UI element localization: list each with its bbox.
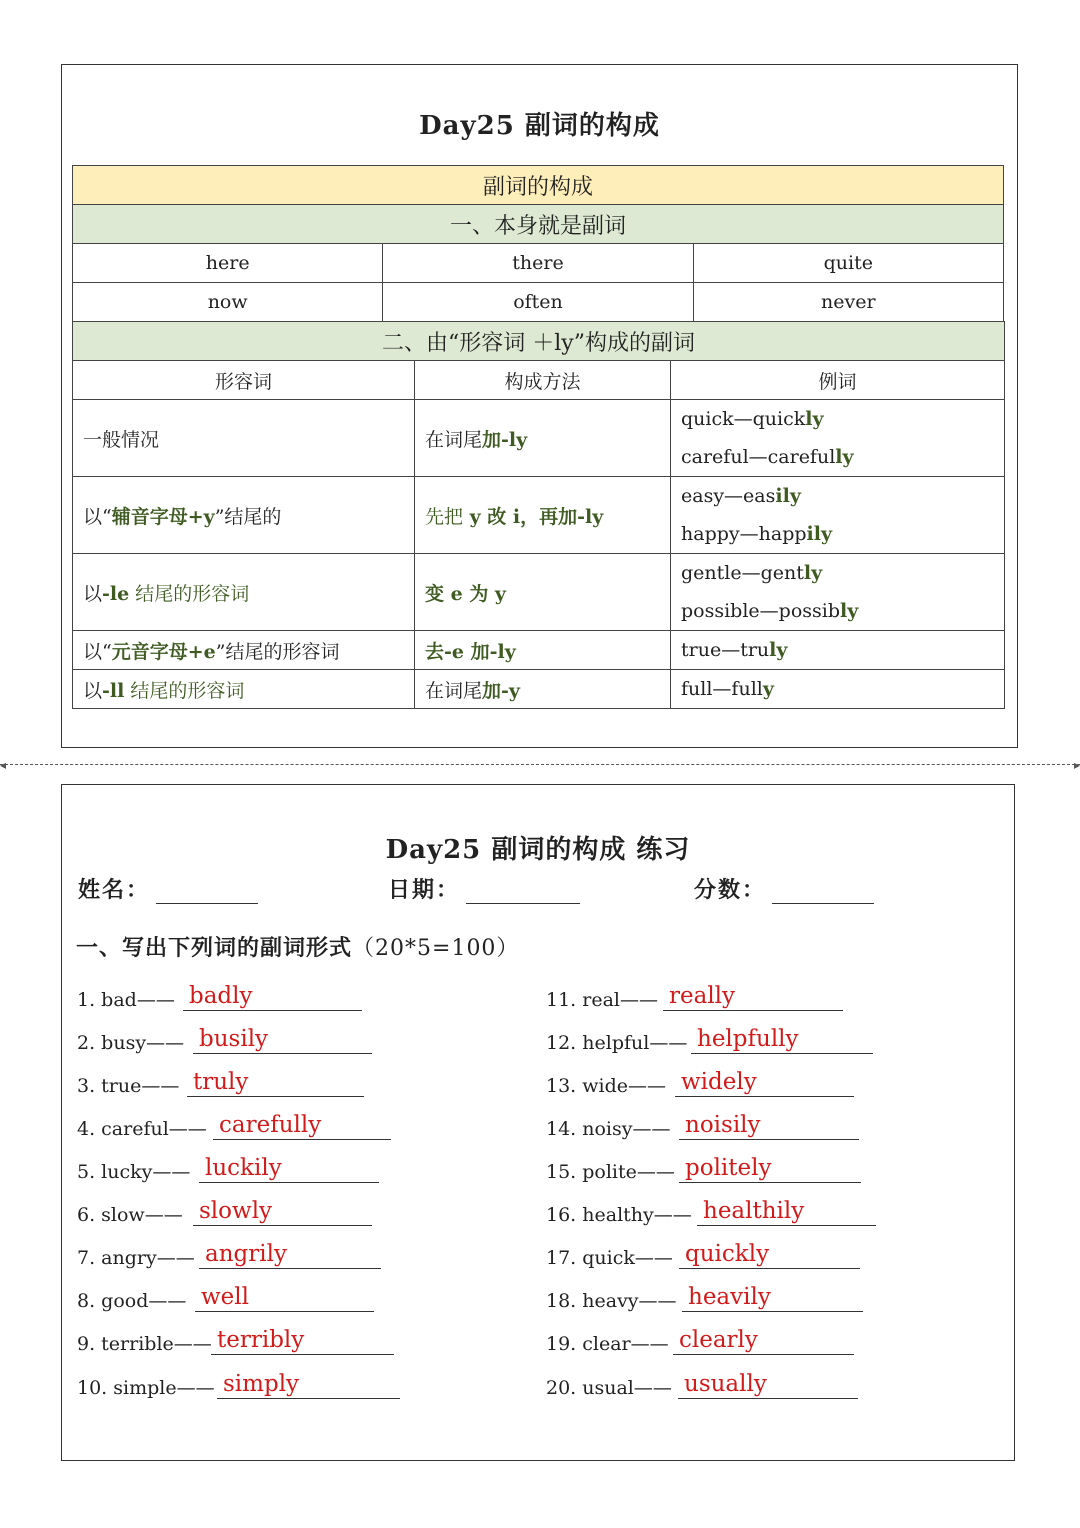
word-cell: there — [383, 244, 693, 283]
name-field-group — [78, 873, 258, 904]
question-word: 6. slow—— — [77, 1204, 183, 1226]
section1-title: 一、本身就是副词 — [73, 205, 1004, 244]
answer-field[interactable]: noisily — [679, 1112, 859, 1140]
word-cell: never — [693, 283, 1003, 322]
exercise-item — [546, 1026, 873, 1056]
exercise-item — [77, 1198, 372, 1228]
header-adjective: 形容词 — [73, 361, 415, 400]
answer-field[interactable]: truly — [187, 1069, 364, 1097]
question-word: 5. lucky—— — [77, 1161, 191, 1183]
exercise-item — [77, 1241, 381, 1271]
question-word: 18. heavy—— — [546, 1290, 677, 1312]
reference-panel — [61, 64, 1018, 748]
table-row — [73, 400, 1005, 477]
word-cell: now — [73, 283, 383, 322]
answer-field[interactable]: well — [195, 1284, 374, 1312]
exercise-item — [77, 1026, 372, 1056]
date-field[interactable] — [466, 881, 580, 904]
exercise-item — [77, 1284, 374, 1314]
question-word: 12. helpful—— — [546, 1032, 688, 1054]
answer-field[interactable]: badly — [183, 983, 362, 1011]
exercise-item — [77, 1155, 379, 1185]
method-cell: 先把 y 改 i，再加-ly — [415, 477, 671, 554]
base-adverb-table — [72, 165, 1004, 322]
answer-field[interactable]: quickly — [679, 1241, 860, 1269]
question-word: 4. careful—— — [77, 1118, 207, 1140]
method-cell: 去-e 加-ly — [415, 631, 671, 670]
adjective-cell: 以“辅音字母+y”结尾的 — [73, 477, 415, 554]
table-row — [73, 477, 1005, 554]
score-field[interactable] — [772, 881, 874, 904]
answer-field[interactable]: really — [663, 983, 843, 1011]
header-row — [73, 361, 1005, 400]
exercise-item — [546, 1241, 860, 1271]
section2-title: 二、由“形容词 ＋ly”构成的副词 — [73, 322, 1005, 361]
question-word: 14. noisy—— — [546, 1118, 671, 1140]
adjective-cell: 以“元音字母+e”结尾的形容词 — [73, 631, 415, 670]
arrow-right-icon: ▸ — [1073, 758, 1080, 772]
word-cell: here — [73, 244, 383, 283]
table-row — [73, 283, 1004, 322]
example-cell: true—truly — [671, 631, 1005, 670]
answer-field[interactable]: angrily — [199, 1241, 381, 1269]
example-cell: easy—easily happy—happily — [671, 477, 1005, 554]
section-title: 一、写出下列词的副词形式（20*5=100） — [76, 935, 520, 961]
exercise-item — [546, 1284, 863, 1314]
answer-field[interactable]: healthily — [697, 1198, 876, 1226]
table-row — [73, 631, 1005, 670]
adjective-cell: 一般情况 — [73, 400, 415, 477]
exercise-item — [546, 1198, 876, 1228]
word-cell: often — [383, 283, 693, 322]
question-word: 13. wide—— — [546, 1075, 667, 1097]
question-word: 2. busy—— — [77, 1032, 185, 1054]
example-cell: gentle—gently possible—possibly — [671, 554, 1005, 631]
answer-field[interactable]: clearly — [673, 1327, 854, 1355]
exercise-item — [546, 1112, 859, 1142]
answer-field[interactable]: usually — [678, 1371, 858, 1399]
exercise-item — [77, 1069, 364, 1099]
answer-field[interactable]: politely — [679, 1155, 861, 1183]
answer-field[interactable]: terribly — [211, 1327, 394, 1355]
name-label: 姓名： — [78, 877, 151, 903]
question-word: 15. polite—— — [546, 1161, 675, 1183]
exercise-item — [546, 1371, 858, 1401]
exercise-item — [546, 1155, 861, 1185]
word-cell: quite — [693, 244, 1003, 283]
question-word: 9. terrible—— — [77, 1333, 212, 1355]
arrow-left-icon: ◂ — [0, 758, 7, 772]
exercise-item — [546, 1327, 854, 1357]
example-cell: full—fully — [671, 670, 1005, 709]
answer-field[interactable]: carefully — [213, 1112, 391, 1140]
answer-field[interactable]: heavily — [682, 1284, 863, 1312]
method-cell: 在词尾加-ly — [415, 400, 671, 477]
question-word: 7. angry—— — [77, 1247, 195, 1269]
question-word: 16. healthy—— — [546, 1204, 692, 1226]
table-row — [73, 244, 1004, 283]
header-method: 构成方法 — [415, 361, 671, 400]
question-word: 20. usual—— — [546, 1377, 672, 1399]
exercise-item — [77, 1112, 391, 1142]
score-label: 分数： — [694, 877, 767, 903]
table-title: 副词的构成 — [73, 166, 1004, 205]
answer-field[interactable]: simply — [217, 1371, 400, 1399]
table-row — [73, 670, 1005, 709]
exercise-item — [546, 1069, 854, 1099]
example-cell: quick—quickly careful—carefully — [671, 400, 1005, 477]
name-field[interactable] — [156, 881, 258, 904]
question-word: 19. clear—— — [546, 1333, 669, 1355]
score-field-group — [694, 873, 874, 904]
answer-field[interactable]: luckily — [199, 1155, 379, 1183]
table-row — [73, 554, 1005, 631]
exercise-title: Day25 副词的构成 练习 — [385, 835, 691, 865]
question-word: 11. real—— — [546, 989, 658, 1011]
date-field-group — [388, 873, 580, 904]
question-word: 10. simple—— — [77, 1377, 215, 1399]
question-word: 17. quick—— — [546, 1247, 673, 1269]
exercise-panel — [61, 784, 1015, 1461]
date-label: 日期： — [388, 877, 461, 903]
question-word: 3. true—— — [77, 1075, 180, 1097]
reference-title: Day25 副词的构成 — [419, 111, 660, 141]
exercise-item — [77, 983, 362, 1013]
exercise-item — [546, 983, 843, 1013]
adjective-cell: 以-ll 结尾的形容词 — [73, 670, 415, 709]
answer-field[interactable]: widely — [675, 1069, 854, 1097]
adjective-ly-table — [72, 321, 1005, 709]
method-cell: 在词尾加-y — [415, 670, 671, 709]
answer-field[interactable]: slowly — [193, 1198, 372, 1226]
exercise-item — [77, 1327, 394, 1357]
question-word: 8. good—— — [77, 1290, 187, 1312]
method-cell: 变 e 为 y — [415, 554, 671, 631]
adjective-cell: 以-le 结尾的形容词 — [73, 554, 415, 631]
answer-field[interactable]: busily — [193, 1026, 372, 1054]
answer-field[interactable]: helpfully — [691, 1026, 873, 1054]
header-example: 例词 — [671, 361, 1005, 400]
cut-line-divider — [0, 764, 1080, 765]
question-word: 1. bad—— — [77, 989, 175, 1011]
exercise-item — [77, 1371, 400, 1401]
